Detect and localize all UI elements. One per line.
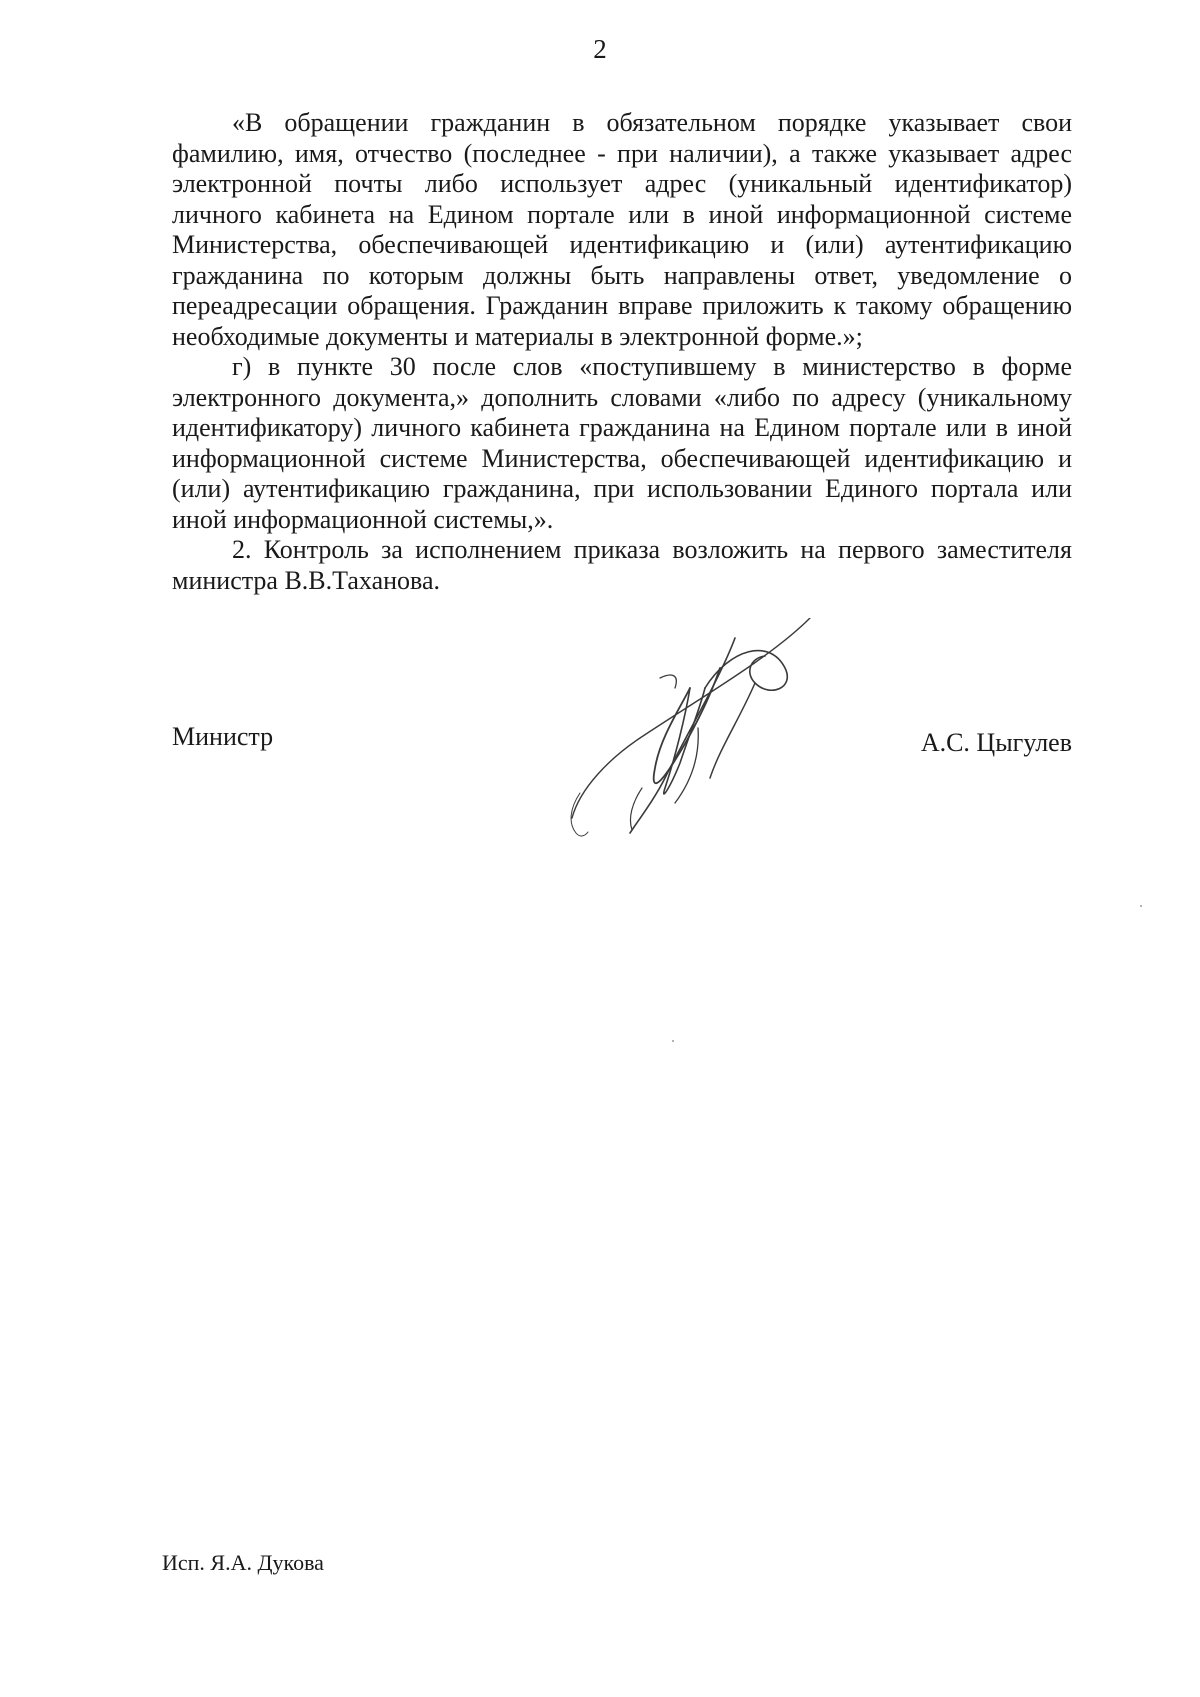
page-number: 2 xyxy=(593,34,607,64)
signatory-title: Министр xyxy=(172,722,274,751)
executor-note: Исп. Я.А. Дукова xyxy=(162,1550,324,1575)
paragraph-item-g: г) в пункте 30 после слов «поступившему в министерство в форме электронного документа,» дополнить словами «либо по адресу (уникальному идентификатору) личного кабинета гражданина на Едином портале или в иной информационной системе Министерства, обеспечивающей идентификацию и (или) аутентификацию гражданина, при использовании Единого портала или иной информационной системы,». xyxy=(172,352,1072,534)
scan-speck xyxy=(1140,905,1142,907)
paragraph-control-clause: 2. Контроль за исполнением приказа возложить на первого заместителя министра В.В.Таханова. xyxy=(172,535,1072,595)
paragraph-quoted-amendment: «В обращении гражданин в обязательном порядке указывает свои фамилию, имя, отчество (последнее - при наличии), а также указывает адрес электронной почты либо использует адрес (уникальный идентификатор) личного кабинета на Едином портале или в иной информационной системе Министерства, обеспечивающей идентификацию и (или) аутентификацию гражданина по которым должны быть направлены ответ, уведомление о переадресации обращения. Гражданин вправе приложить к такому обращению необходимые документы и материалы в электронной форме.»; xyxy=(172,108,1072,351)
scan-speck xyxy=(672,1040,674,1042)
document-body xyxy=(172,108,1072,596)
signature-block xyxy=(172,722,1072,762)
signatory-name: А.С. Цыгулев xyxy=(920,728,1072,757)
